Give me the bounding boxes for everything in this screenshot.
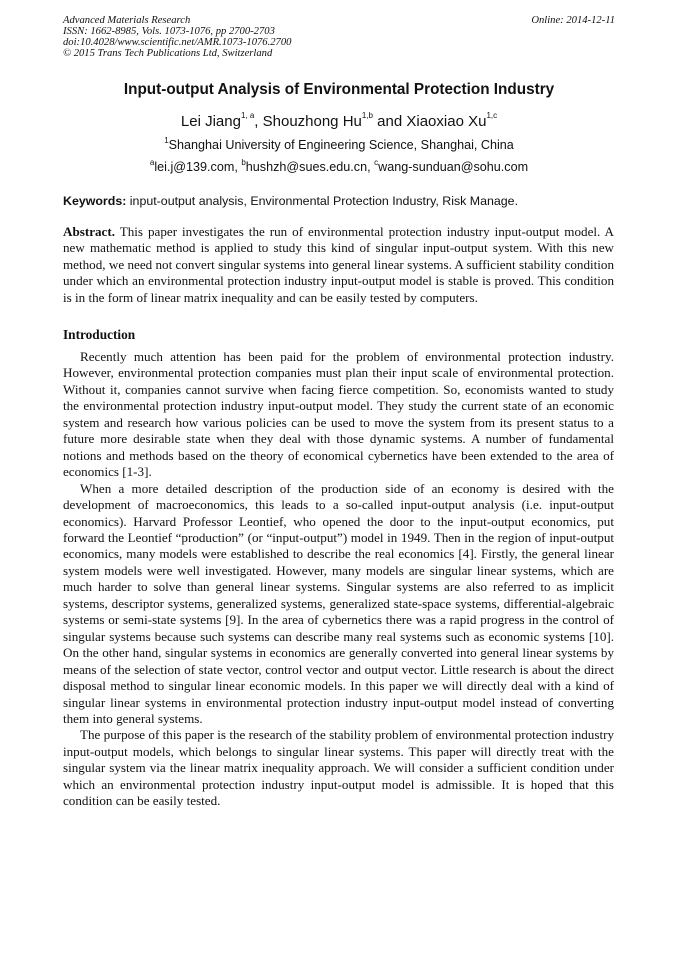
abstract <box>63 224 614 306</box>
online-date: Online: 2014-12-11 <box>531 15 615 26</box>
copyright: © 2015 Trans Tech Publications Ltd, Switzerland <box>63 48 273 59</box>
doi: doi:10.4028/www.scientific.net/AMR.1073-1076.2700 <box>63 37 292 48</box>
email: lei.j@139.com, <box>154 160 242 174</box>
authors <box>0 113 678 130</box>
author-name: Shouzhong Hu <box>262 113 362 130</box>
journal-name: Advanced Materials Research <box>63 15 191 26</box>
email: wang-sunduan@sohu.com <box>378 160 529 174</box>
email-sup: c <box>374 158 379 167</box>
keywords-label: Keywords: <box>63 194 127 208</box>
emails <box>0 160 678 174</box>
email-sup: b <box>241 158 246 167</box>
abstract-label: Abstract. <box>63 224 115 239</box>
paragraph: The purpose of this paper is the research of the stability problem of environmental protection industry input-output models, which belongs to singular linear systems. This paper will directly treat with the singular system via the linear matrix inequality approach. We will consider a sufficient condition under which an environmental protection industry input-output model is admissible. It is hoped that this condition can be easily tested. <box>63 727 614 809</box>
author-name: Xiaoxiao Xu <box>406 113 487 130</box>
email-sup: a <box>149 158 155 167</box>
author-name: Lei Jiang <box>180 113 241 130</box>
issn: ISSN: 1662-8985, Vols. 1073-1076, pp 2700-2703 <box>63 26 275 37</box>
author-sep: and <box>373 113 407 130</box>
author-sup: 1, a <box>240 111 255 120</box>
journal-header <box>63 15 291 59</box>
email: hushzh@sues.edu.cn, <box>245 160 375 174</box>
affiliation-text: Shanghai University of Engineering Science, Shanghai, China <box>168 138 514 152</box>
author-sup: 1,c <box>486 111 498 120</box>
paragraph: Recently much attention has been paid for the problem of environmental protection industry. However, environmental protection companies must plan their input scale of environmental protection. Without it, companies cannot survive when facing fierce competition. So, economists wanted to study the environmental protection industry input-output model. They study the current state of an economic system and research how various policies can be used to move the system from its present status to a future more desirable state when they deal with those dynamic systems. A number of fundamental notions and methods based on the theory of economical cybernetics have been extended to the area of economics [1-3]. <box>63 349 614 480</box>
paper-title: Input-output Analysis of Environmental Protection Industry <box>123 81 555 98</box>
keywords <box>63 194 518 208</box>
author-sup: 1,b <box>361 111 373 120</box>
affiliation-sup: 1 <box>164 136 169 145</box>
keywords-text: input-output analysis, Environmental Protection Industry, Risk Manage. <box>126 194 519 208</box>
section-heading: Introduction <box>63 327 136 342</box>
author-sep: , <box>254 113 263 130</box>
introduction-body <box>63 349 614 810</box>
affiliation <box>0 138 678 152</box>
abstract-text: This paper investigates the run of environmental protection industry input-output model. A new mathematic method is applied to study this kind of singular input-output system. With this new method, we need not convert singular systems into general linear systems. A sufficient stability condition under which an environmental protection industry input-output model is stable is proved. This condition is in the form of linear matrix inequality and can be easily tested by computers. <box>63 224 614 305</box>
paragraph: When a more detailed description of the production side of an economy is desired with the development of macroeconomics, this leads to a so-called input-output analysis (i.e. input-output economics). Harvard Professor Leontief, who opened the door to the input-output economics, put forward the Leontief “production” (or “input-output”) model in 1949. Then in the region of input-output economics, many models were established to describe the real economics [4]. Firstly, the general linear system models were well investigated. However, many models are singular linear systems, which are much harder to solve than general linear systems. Singular systems are also referred to as implicit systems, descriptor systems, generalized systems, generalized state-space systems, differential-algebraic systems or semi-state systems [9]. In the area of cybernetics there was a rapid progress in the control of singular systems because such systems can describe many real systems such as economic systems [10]. On the other hand, singular systems in economics are generally converted into general linear systems by means of the selection of state vector, control vector and output vector. Little research is about the direct disposal method to singular linear economic models. In this paper we will directly deal with a kind of singular linear systems in environmental protection industry input-output model instead of converting them into general systems. <box>63 480 614 726</box>
